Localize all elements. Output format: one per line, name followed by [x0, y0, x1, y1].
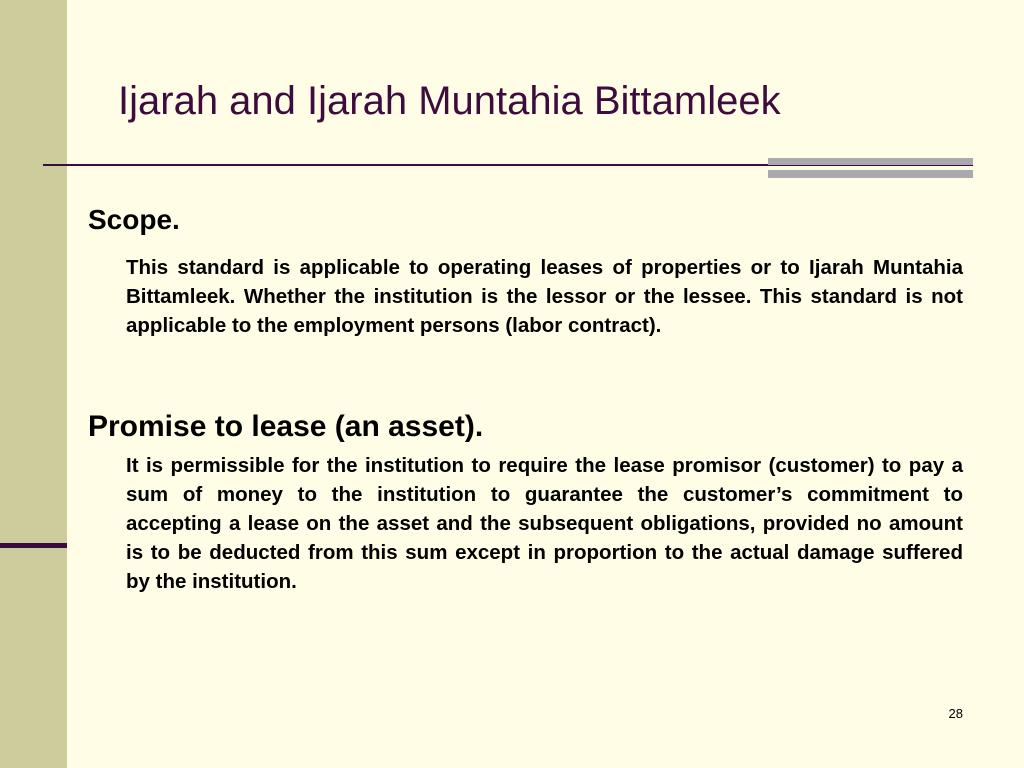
title-divider-gray-bar-top	[768, 158, 973, 165]
title-divider-gray-bar-bottom	[768, 170, 973, 178]
promise-to-lease-heading: Promise to lease (an asset).	[88, 410, 484, 443]
slide-title: Ijarah and Ijarah Muntahia Bittamleek	[118, 79, 781, 123]
left-accent-line	[0, 543, 67, 548]
slide-number: 28	[948, 706, 963, 721]
promise-to-lease-paragraph: It is permissible for the institution to require the lease promisor (customer) to pay a sum of money to the institution to guarantee the customer’s commitment to accepting a lease on the asset and the subsequent obligations, provided no amount is to be deducted from this sum except in proportion to the actual damage suffered by the institution.	[126, 454, 963, 593]
scope-paragraph: This standard is applicable to operating leases of properties or to Ijarah Muntahia Bittamleek. Whether the institution is the lessor or the lessee. This standard is not applicable to the employment persons (labor contract).	[126, 256, 963, 337]
left-decorative-bar	[0, 0, 67, 768]
scope-heading: Scope.	[88, 204, 180, 235]
